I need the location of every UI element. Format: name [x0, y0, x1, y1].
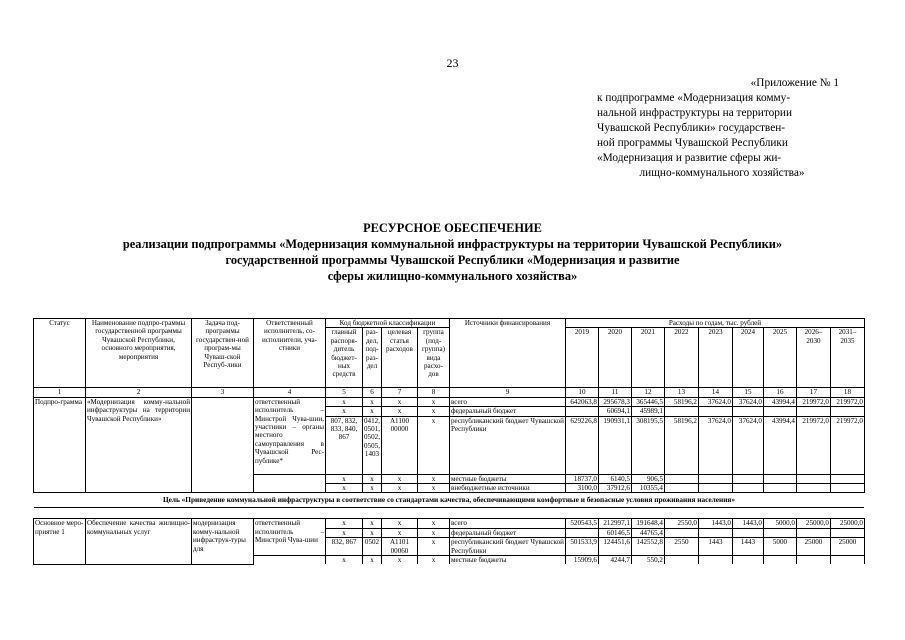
- code-cell: x: [326, 474, 363, 483]
- header-year: 2019: [565, 328, 598, 388]
- value-cell: 44765,4: [631, 528, 664, 537]
- column-number: 11: [598, 388, 631, 397]
- header-budget-sub: главный распоря-дитель бюджет-ных средств: [326, 328, 363, 388]
- value-cell: 6140,5: [598, 474, 631, 483]
- row-executor: ответственный исполнитель – Минстрой Чува-шии, участники – органы местного самоуправления в Чувашской Рес-публике*: [254, 397, 326, 474]
- header-budget-code: Код бюджетной классификации: [326, 319, 450, 328]
- value-cell: 190931,1: [598, 416, 631, 474]
- value-cell: [763, 474, 796, 483]
- code-cell: x: [326, 397, 363, 406]
- row-name: Обеспечение качества жилищно-коммунальных услуг: [86, 519, 192, 565]
- source-cell: республиканский бюджет Чувашской Республики: [449, 416, 565, 474]
- value-cell: 520543,5: [565, 519, 598, 528]
- header-sources: Источники финансирования: [449, 319, 565, 388]
- header-year: 2026–2030: [796, 328, 830, 388]
- row-name: «Модернизация комму-нальной инфраструктуры на территории Чувашской Республики»: [86, 397, 192, 493]
- resource-table: [33, 318, 865, 565]
- header-task: Задача под-программы государствен-ной програм-мы Чуваш-ской Респуб-лики: [192, 319, 254, 388]
- column-number: 4: [254, 388, 326, 397]
- value-cell: 37624,0: [732, 397, 763, 406]
- value-cell: [796, 407, 830, 416]
- column-number: 9: [449, 388, 565, 397]
- value-cell: 1443,0: [732, 519, 763, 528]
- value-cell: 58196,2: [664, 397, 698, 406]
- header-year: 2025: [763, 328, 796, 388]
- value-cell: 308195,5: [631, 416, 664, 474]
- code-cell: x: [363, 519, 382, 528]
- value-cell: [763, 528, 796, 537]
- code-cell: x: [326, 407, 363, 416]
- value-cell: 37624,0: [698, 416, 732, 474]
- source-cell: федеральный бюджет: [449, 528, 565, 537]
- value-cell: [698, 407, 732, 416]
- value-cell: [664, 484, 698, 493]
- code-cell: x: [363, 407, 382, 416]
- code-cell: x: [417, 528, 449, 537]
- header-status: Статус: [34, 319, 86, 388]
- column-number: 8: [417, 388, 449, 397]
- source-cell: местные бюджеты: [449, 474, 565, 483]
- code-cell: x: [326, 519, 363, 528]
- code-cell: x: [417, 416, 449, 474]
- header-year: 2031–2035: [830, 328, 864, 388]
- value-cell: [664, 407, 698, 416]
- source-cell: республиканский бюджет Чувашской Республики: [450, 538, 564, 555]
- header-budget-sub: группа (под-группа) вида расхо-дов: [417, 328, 449, 388]
- value-cell: [796, 528, 830, 537]
- appendix-line: «Приложение № 1: [750, 77, 839, 89]
- value-cell: 1443,0: [698, 519, 732, 528]
- value-cell: 25000: [796, 538, 830, 556]
- appendix-line: ной программы Чувашской Республики: [597, 137, 788, 149]
- value-cell: [732, 556, 763, 565]
- value-cell: 45989,1: [631, 407, 664, 416]
- value-cell: 219972,0: [796, 397, 830, 406]
- page-number: 23: [446, 56, 459, 70]
- value-cell: 212997,1: [598, 519, 631, 528]
- column-number: 3: [192, 388, 254, 397]
- code-cell: x: [326, 556, 363, 565]
- code-cell: x: [417, 519, 449, 528]
- appendix-line: лищно-коммунального хозяйства»: [639, 167, 805, 179]
- value-cell: [664, 556, 698, 565]
- column-number: 14: [698, 388, 732, 397]
- value-cell: 124451,6: [598, 538, 631, 556]
- value-cell: 18737,0: [565, 474, 598, 483]
- row-status: Основное меро-приятие 1: [34, 519, 86, 565]
- column-number: 2: [86, 388, 192, 397]
- spacer-row: [34, 508, 865, 519]
- code-cell: А1100 00000: [381, 416, 417, 474]
- value-cell: 5000: [763, 538, 796, 556]
- title-line: государственной программы Чувашской Республики «Модернизация и развитие: [225, 253, 680, 267]
- header-years-group: Расходы по годам, тыс. рублей: [565, 319, 864, 328]
- source-cell: местные бюджеты: [449, 556, 565, 565]
- code-cell: x: [381, 407, 417, 416]
- value-cell: [763, 556, 796, 565]
- value-cell: 219972,0: [830, 397, 864, 406]
- value-cell: 60146,5: [598, 528, 631, 537]
- value-cell: 60694,1: [598, 407, 631, 416]
- header-year: 2020: [598, 328, 631, 388]
- value-cell: 43994,4: [763, 397, 796, 406]
- value-cell: 550,2: [631, 556, 664, 565]
- column-number: 7: [381, 388, 417, 397]
- value-cell: 642063,8: [565, 397, 598, 406]
- column-number: 6: [363, 388, 382, 397]
- appendix-line: Чувашской Республики» государствен-: [597, 122, 786, 134]
- code-cell: x: [381, 397, 417, 406]
- source-cell: всего: [449, 397, 565, 406]
- code-cell: x: [363, 556, 382, 565]
- code-cell: x: [363, 474, 382, 483]
- header-budget-sub: целевая статья расходов: [381, 328, 417, 388]
- value-cell: [830, 484, 864, 493]
- code-cell: 832, 867: [326, 538, 363, 556]
- column-number: 15: [732, 388, 763, 397]
- value-cell: 3100,0: [565, 484, 598, 493]
- appendix-line: «Модернизация и развитие сферы жи-: [597, 152, 782, 164]
- header-row: [34, 319, 865, 328]
- value-cell: [732, 528, 763, 537]
- appendix-note: [597, 76, 847, 181]
- value-cell: 365446,5: [631, 397, 664, 406]
- column-number: 12: [631, 388, 664, 397]
- goal-text: Цель «Приведение коммунальной инфраструктуры в соответствие со стандартами качества, обеспечивающими комфортные и безопасные условия проживания населения»: [34, 493, 865, 508]
- value-cell: 58196,2: [664, 416, 698, 474]
- code-cell: x: [417, 484, 449, 493]
- value-cell: 25000: [830, 538, 864, 556]
- value-cell: [698, 556, 732, 565]
- value-cell: [796, 484, 830, 493]
- code-cell: 0412, 0501, 0502, 0505, 1403: [363, 416, 382, 474]
- header-name: Наименование подпро-граммы государственной программы Чувашской Республики, основного мероприятия, мероприятия: [86, 319, 192, 388]
- header-budget-sub: раз-дел, под-раз-дел: [363, 328, 382, 388]
- code-cell: x: [381, 484, 417, 493]
- value-cell: 43994,4: [763, 416, 796, 474]
- value-cell: [698, 474, 732, 483]
- appendix-line: нальной инфраструктуры на территории: [597, 107, 793, 119]
- header-executor: Ответственный исполнитель, со-исполнители, уча-стники: [254, 319, 326, 388]
- code-cell: x: [381, 556, 417, 565]
- value-cell: [830, 556, 864, 565]
- value-cell: [565, 528, 598, 537]
- row-executor-empty: [254, 556, 326, 565]
- value-cell: 1443: [698, 538, 732, 556]
- value-cell: 219972,0: [830, 416, 864, 474]
- code-cell: А1101 00060: [381, 538, 417, 556]
- row-task: модернизация комму-нальной инфраструк-туры для: [192, 519, 254, 565]
- value-cell: 5000,0: [763, 519, 796, 528]
- appendix-line: к подпрограмме «Модернизация комму-: [597, 92, 791, 104]
- value-cell: 2550: [664, 538, 698, 556]
- value-cell: [796, 474, 830, 483]
- value-cell: 25000,0: [830, 519, 864, 528]
- value-cell: 10355,4: [631, 484, 664, 493]
- spacer-cell: [34, 508, 865, 519]
- value-cell: 142552,8: [631, 538, 664, 556]
- value-cell: 2550,0: [664, 519, 698, 528]
- column-number-row: [34, 388, 865, 397]
- value-cell: [830, 474, 864, 483]
- code-cell: x: [326, 528, 363, 537]
- value-cell: 25000,0: [796, 519, 830, 528]
- value-cell: [763, 484, 796, 493]
- value-cell: 15909,6: [565, 556, 598, 565]
- column-number: 5: [326, 388, 363, 397]
- source-cell: внебюджетные источники: [449, 484, 565, 493]
- value-cell: [732, 474, 763, 483]
- value-cell: 1443: [732, 538, 763, 556]
- header-year: 2023: [698, 328, 732, 388]
- code-cell: x: [417, 407, 449, 416]
- title-line: реализации подпрограммы «Модернизация коммунальной инфраструктуры на территории Чувашской Республики»: [122, 237, 783, 251]
- header-year: 2021: [631, 328, 664, 388]
- column-number: 10: [565, 388, 598, 397]
- row-executor-empty: [254, 474, 326, 493]
- code-cell: x: [363, 528, 382, 537]
- value-cell: 37912,6: [598, 484, 631, 493]
- code-cell: x: [381, 528, 417, 537]
- code-cell: x: [417, 538, 449, 556]
- table-row: [34, 397, 865, 406]
- value-cell: [732, 407, 763, 416]
- code-cell: x: [381, 474, 417, 483]
- header-year: 2022: [664, 328, 698, 388]
- value-cell: [698, 528, 732, 537]
- title-line: сферы жилищно-коммунального хозяйства»: [327, 269, 578, 283]
- code-cell: x: [417, 556, 449, 565]
- column-number: 17: [796, 388, 830, 397]
- header-year: 2024: [732, 328, 763, 388]
- value-cell: 4244,7: [598, 556, 631, 565]
- value-cell: [830, 407, 864, 416]
- source-cell: всего: [449, 519, 565, 528]
- value-cell: 501533,9: [565, 538, 598, 556]
- row-task: [192, 397, 254, 493]
- title-main: РЕСУРСНОЕ ОБЕСПЕЧЕНИЕ: [363, 221, 542, 235]
- code-cell: 807, 832, 833, 840, 867: [326, 416, 363, 474]
- code-cell: x: [417, 474, 449, 483]
- value-cell: 219972,0: [796, 416, 830, 474]
- value-cell: [565, 407, 598, 416]
- row-executor: ответственный исполнитель – Минстрой Чува-шии: [254, 519, 326, 556]
- value-cell: 906,5: [631, 474, 664, 483]
- value-cell: [698, 484, 732, 493]
- value-cell: [732, 484, 763, 493]
- source-cell: федеральный бюджет: [449, 407, 565, 416]
- code-cell: x: [326, 484, 363, 493]
- value-cell: 629226,8: [565, 416, 598, 474]
- goal-row: [34, 493, 865, 508]
- value-cell: [796, 556, 830, 565]
- value-cell: [664, 474, 698, 483]
- value-cell: 37624,0: [732, 416, 763, 474]
- column-number: 1: [34, 388, 86, 397]
- value-cell: 37624,0: [698, 397, 732, 406]
- code-cell: x: [417, 397, 449, 406]
- code-cell: x: [381, 519, 417, 528]
- column-number: 16: [763, 388, 796, 397]
- document-title: [0, 220, 905, 284]
- code-cell: x: [363, 397, 382, 406]
- column-number: 13: [664, 388, 698, 397]
- code-cell: x: [363, 484, 382, 493]
- value-cell: [664, 528, 698, 537]
- value-cell: 295678,3: [598, 397, 631, 406]
- value-cell: 191648,4: [631, 519, 664, 528]
- column-number: 18: [830, 388, 864, 397]
- table-row: [34, 519, 865, 528]
- value-cell: [763, 407, 796, 416]
- value-cell: [830, 528, 864, 537]
- code-cell: 0502: [363, 538, 382, 556]
- row-status: Подпро-грамма: [34, 397, 86, 493]
